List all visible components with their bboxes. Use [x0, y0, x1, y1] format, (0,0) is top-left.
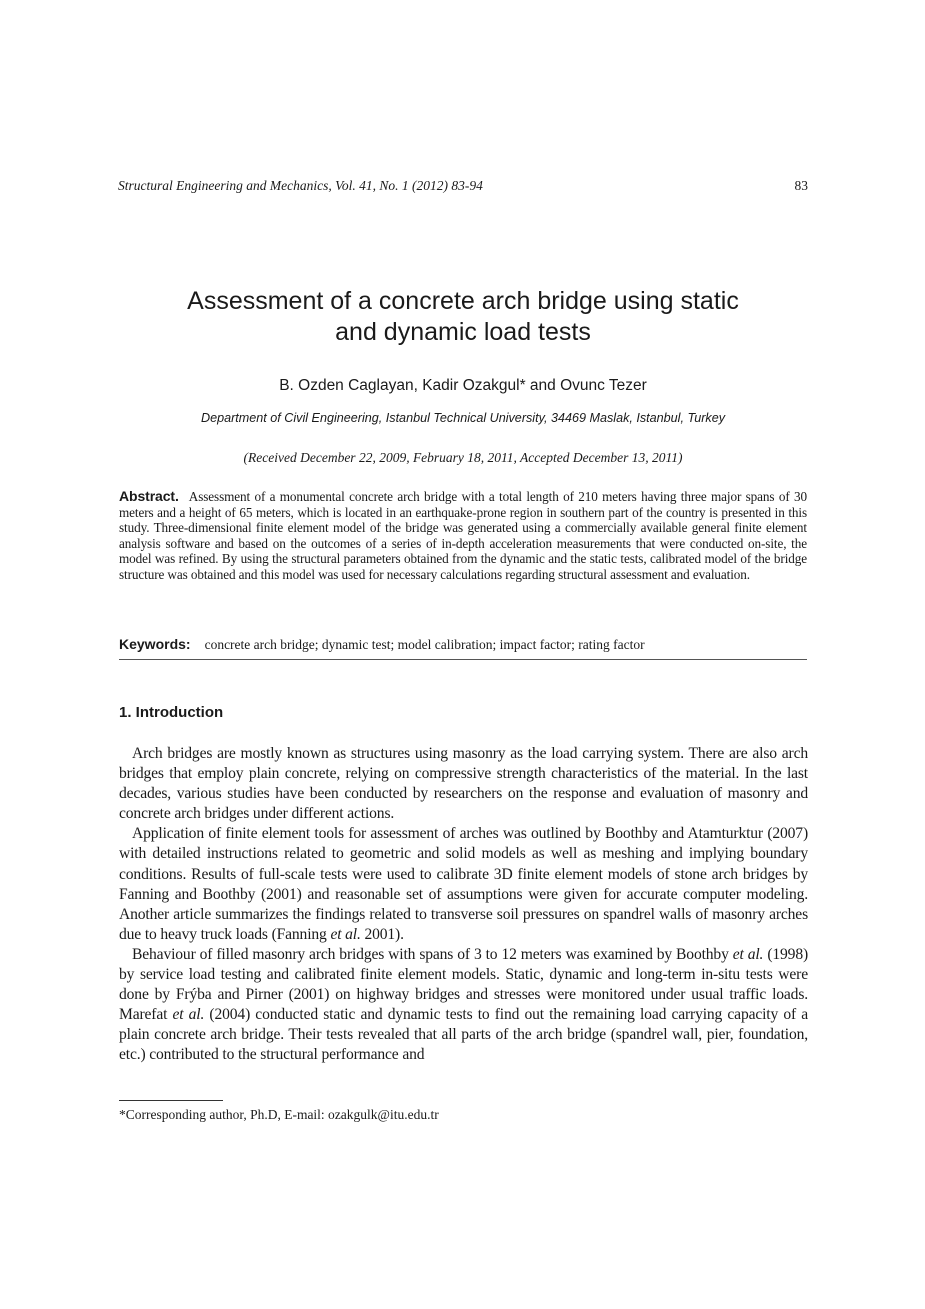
paragraph-2-italic: et al. — [330, 925, 361, 943]
abstract — [119, 489, 807, 582]
title-line-2: and dynamic load tests — [335, 318, 591, 346]
keywords-label: Keywords: — [119, 636, 191, 652]
paragraph-3-text-a: Behaviour of filled masonry arch bridges with spans of 3 to 12 meters was examined by Boothby — [132, 945, 733, 963]
paragraph-2-text-b: 2001). — [360, 925, 404, 943]
keywords — [119, 636, 807, 653]
footnote-divider — [119, 1100, 223, 1101]
paragraph-3-text-c: (2004) conducted static and dynamic tests to find out the remaining load carrying capacity of a plain concrete arch bridge. Their tests revealed that all parts of the arch bridge (spandrel wall, pier, foundation, etc.) contributed to the structural performance and — [119, 1006, 808, 1064]
authors: B. Ozden Caglayan, Kadir Ozakgul* and Ovunc Tezer — [279, 377, 647, 394]
affiliation: Department of Civil Engineering, Istanbul Technical University, 34469 Maslak, Istanbul, Turkey — [200, 411, 726, 425]
paper-title — [118, 286, 808, 348]
abstract-text: Assessment of a monumental concrete arch bridge with a total length of 210 meters having three major spans of 30 meters and a height of 65 meters, which is located in an earthquake-prone region in southern part of the country is presented in this study. Three-dimensional finite element model of the bridge was generated using a commercially available general finite element analysis software and based on the outcomes of a series of in-depth acceleration measurements that were conducted on-site, the model was refined. By using the structural parameters obtained from the dynamic and the static tests, calibrated model of the bridge structure was obtained and this model was used for necessary calculations regarding structural assessment and evaluation. — [119, 489, 807, 582]
footnote: *Corresponding author, Ph.D, E-mail: ozakgulk@itu.edu.tr — [119, 1107, 439, 1122]
title-line-1: Assessment of a concrete arch bridge using static — [187, 287, 739, 315]
running-head — [118, 178, 808, 194]
page-number: 83 — [794, 178, 808, 193]
keywords-text: concrete arch bridge; dynamic test; model calibration; impact factor; rating factor — [204, 637, 645, 652]
received-dates: (Received December 22, 2009, February 18, 2011, Accepted December 13, 2011) — [243, 450, 683, 465]
paragraph-2-text-a: Application of finite element tools for assessment of arches was outlined by Boothby and Atamturktur (2007) with detailed instructions related to geometric and solid models as well as meshing and implying boundary conditions. Results of full-scale tests were used to calibrate 3D finite element models of stone arch bridges by Fanning and Boothby (2001) and reasonable set of assumptions were given for accurate computer modeling. Another article summarizes the findings related to transverse soil pressures on spandrel walls of masonry arches due to heavy truck loads (Fanning — [119, 825, 808, 943]
paragraph-3 — [119, 945, 808, 1066]
paragraph-3-italic-1: et al. — [732, 945, 764, 963]
abstract-label: Abstract. — [119, 488, 179, 504]
journal-citation: Structural Engineering and Mechanics, Vol. 41, No. 1 (2012) 83-94 — [118, 178, 483, 193]
section-heading: 1. Introduction — [119, 704, 224, 721]
paragraph-1: Arch bridges are mostly known as structures using masonry as the load carrying system. There are also arch bridges that employ plain concrete, relying on compressive strength characteristics of the material. In the last decades, various studies have been conducted by researchers on the response and evaluation of masonry and concrete arch bridges under different actions. — [119, 745, 808, 823]
keywords-divider — [119, 659, 807, 660]
body-text — [119, 744, 808, 1066]
paragraph-2 — [119, 824, 808, 945]
paragraph-3-text-b: (1998) by service load testing and calibrated finite element models. Static, dynamic and long-term in-situ tests were done by Frýba and Pirner (2001) on highway bridges and stresses were monitored under usual traffic loads. Marefat — [119, 945, 809, 1024]
paragraph-3-italic-2: et al. — [172, 1006, 205, 1024]
